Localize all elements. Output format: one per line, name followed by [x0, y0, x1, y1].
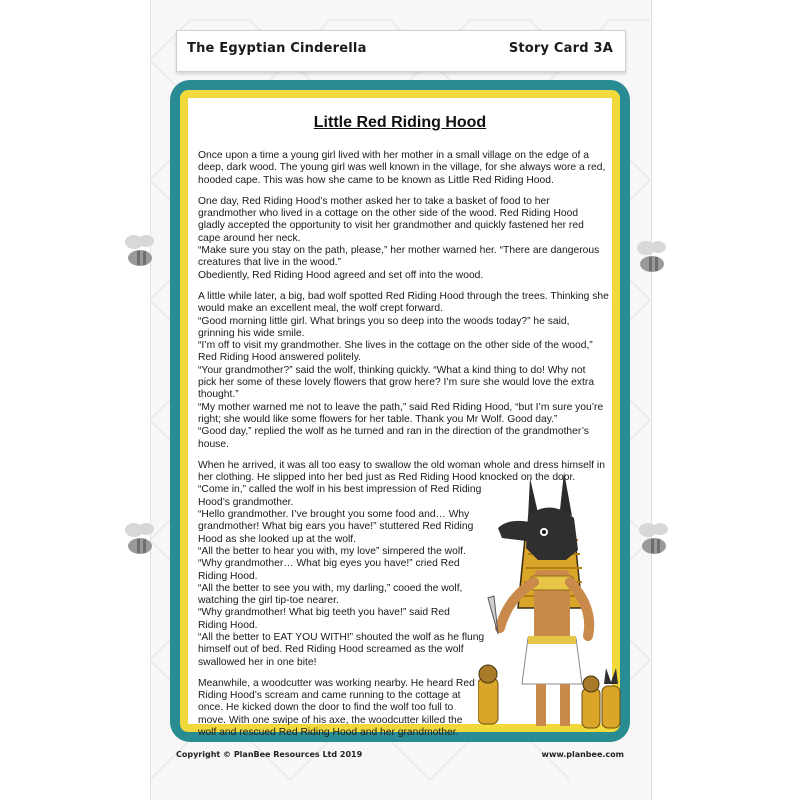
story-line: “Make sure you stay on the path, please,” her mother warned her. “There are dangerous — [198, 245, 600, 257]
story-line: Hood’s grandmother. — [198, 496, 294, 508]
story-line: Hood as she looked up at the wolf. — [198, 533, 356, 545]
worksheet-title: The Egyptian Cinderella — [187, 41, 367, 56]
bee-icon — [118, 232, 164, 272]
bee-icon — [630, 238, 676, 278]
story-line: watching the girl tip-toe nearer. — [198, 595, 339, 607]
story-line: thought.” — [198, 389, 239, 401]
story-card — [188, 98, 612, 739]
story-line: right; she would like some flowers for her table. Thank you Mr Wolf. Good day.” — [198, 413, 558, 425]
bee-icon — [632, 520, 678, 560]
story-line: her clothing. He slipped into her bed just as Red Riding Hood knocked on the door. — [198, 472, 576, 484]
story-line: “Good morning little girl. What brings you so deep into the woods today?” he said, — [198, 315, 570, 327]
story-line: house. — [198, 438, 229, 450]
story-paragraph — [198, 150, 610, 187]
story-line: Riding Hood. — [198, 570, 258, 582]
story-line: once. He kicked down the door to find the wolf too full to — [198, 702, 454, 714]
story-line: “Hello grandmother. I’ve brought you some food and… Why — [198, 509, 470, 521]
story-line: When he arrived, it was all too easy to swallow the old woman whole and dress himself in — [198, 459, 605, 471]
copyright-text: Copyright © PlanBee Resources Ltd 2019 — [176, 750, 363, 759]
story-line: Riding Hood’s scream and came running to the cottage at — [198, 690, 461, 702]
story-line: “Your grandmother?” said the wolf, thinking quickly. “What a kind thing to do! Why not — [198, 364, 586, 376]
story-line: “Come in,” called the wolf in his best impression of Red Riding — [198, 484, 482, 496]
story-line: would make an excellent meal, the wolf crept forward. — [198, 303, 443, 315]
story-line: “I’m off to visit my grandmother. She lives in the cottage on the other side of the wood,” — [198, 340, 593, 352]
story-line: Obediently, Red Riding Hood agreed and set off into the wood. — [198, 269, 484, 281]
story-line: A little while later, a big, bad wolf spotted Red Riding Hood through the trees. Thinking she — [198, 290, 609, 302]
story-title: Little Red Riding Hood — [313, 114, 487, 131]
story-line: “Good day,” replied the wolf as he turned and ran in the direction of the grandmother’s — [198, 426, 589, 438]
story-card-border — [180, 90, 620, 739]
story-line: hooded cape. This was how she came to be known as Little Red Riding Hood. — [198, 174, 554, 186]
story-line: wolf and rescued Red Riding Hood and her grandmother. — [198, 727, 459, 739]
story-line: “Why grandmother! What big teeth you have!” said Red — [198, 607, 450, 619]
story-line: “All the better to hear you with, my love” simpered the wolf. — [198, 545, 466, 557]
story-line: grandmother who lived in a cottage on the other side of the wood. Red Riding Hood — [198, 208, 579, 220]
story-paragraph — [198, 291, 610, 451]
story-line: Once upon a time a young girl lived with her mother in a small village on the edge of a — [198, 150, 589, 161]
story-line: creatures that live in the wood.” — [198, 257, 342, 269]
story-line: “All the better to see you with, my darling,” cooed the wolf, — [198, 582, 463, 594]
story-paragraph — [198, 196, 610, 282]
anubis-illustration — [478, 458, 623, 738]
story-line: cape around her neck. — [198, 232, 301, 244]
story-line: “My mother warned me not to leave the path,” said Red Riding Hood, “but I’m sure you’re — [198, 401, 604, 413]
bee-icon — [118, 520, 164, 560]
website-link[interactable]: www.planbee.com — [541, 750, 624, 759]
story-line: gladly accepted the opportunity to visit her grandmother and quickly fastened her red — [198, 220, 584, 232]
story-line: One day, Red Riding Hood’s mother asked her to take a basket of food to her — [198, 195, 550, 207]
story-line: Riding Hood. — [198, 619, 258, 631]
story-line: himself out of bed. Red Riding Hood screamed as the wolf — [198, 644, 464, 656]
story-line: “All the better to EAT YOU WITH!” shouted the wolf as he flung — [198, 631, 485, 643]
story-line: grinning his wide smile. — [198, 327, 305, 339]
header-bar — [176, 30, 626, 72]
story-line: grandmother! What big ears you have!” stuttered Red Riding — [198, 521, 474, 533]
story-line: Meanwhile, a woodcutter was working nearby. He heard Red — [198, 677, 475, 689]
story-line: move. With one swipe of his axe, the woodcutter killed the — [198, 714, 463, 726]
story-line: “Why grandmother… What big eyes you have!” cried Red — [198, 558, 460, 570]
story-card-frame — [170, 80, 630, 742]
story-line: Red Riding Hood answered politely. — [198, 352, 361, 364]
story-line: pick her some of these lovely flowers that grow here? I’m sure she would love the extra — [198, 377, 595, 389]
story-line: deep, dark wood. The young girl was well known in the village, for she always wore a red, — [198, 162, 606, 174]
story-line: swallowed her in one bite! — [198, 656, 317, 668]
story-card-label: Story Card 3A — [508, 41, 613, 56]
